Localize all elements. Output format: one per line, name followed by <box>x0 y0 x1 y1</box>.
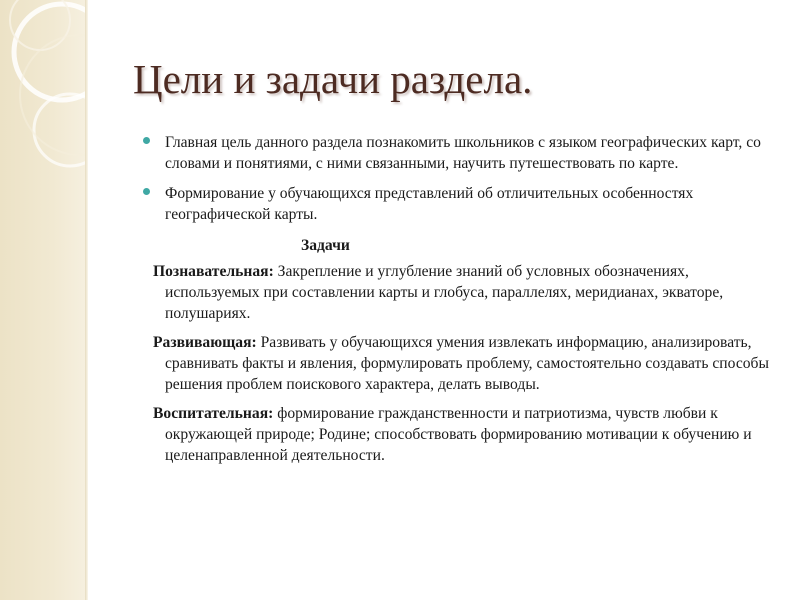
task-cognitive <box>153 261 783 324</box>
task-text: Закрепление и углубление знаний об условных обозначениях, используемых при составлении карты и глобуса, параллелях, меридианах, экваторе, полушариях. <box>165 263 724 322</box>
bullet-dot-icon <box>143 188 150 195</box>
band-edge <box>85 0 88 600</box>
task-educational <box>153 403 783 466</box>
task-text: формирование гражданственности и патриотизма, чувств любви к окружающей природе; Родине; способствовать формированию мотивации к обучению и целенаправленной деятельности. <box>165 405 752 464</box>
decorative-circles <box>0 0 88 600</box>
goal-text: Формирование у обучающихся представлений об отличительных особенностях географической карты. <box>165 185 694 223</box>
task-label: Познавательная: <box>153 263 274 280</box>
goal-text: Главная цель данного раздела познакомить школьников с языком географических карт, со словами и понятиями, с ними связанными, научить путешествовать по карте. <box>165 134 761 172</box>
task-developing <box>153 332 783 395</box>
slide-content <box>143 132 783 474</box>
tasks-heading: Задачи <box>301 237 350 254</box>
task-text: Развивать у обучающихся умения извлекать информацию, анализировать, сравнивать факты и явления, формулировать проблему, самостоятельно создавать способы решения проблем поискового характера, делать выводы. <box>165 334 769 393</box>
goal-bullet <box>143 183 783 225</box>
task-label: Воспитательная: <box>153 405 274 422</box>
decorative-left-band <box>0 0 88 600</box>
task-label: Развивающая: <box>153 334 257 351</box>
slide-title: Цели и задачи раздела. <box>133 56 533 102</box>
goal-bullet <box>143 132 783 174</box>
bullet-dot-icon <box>143 137 150 144</box>
